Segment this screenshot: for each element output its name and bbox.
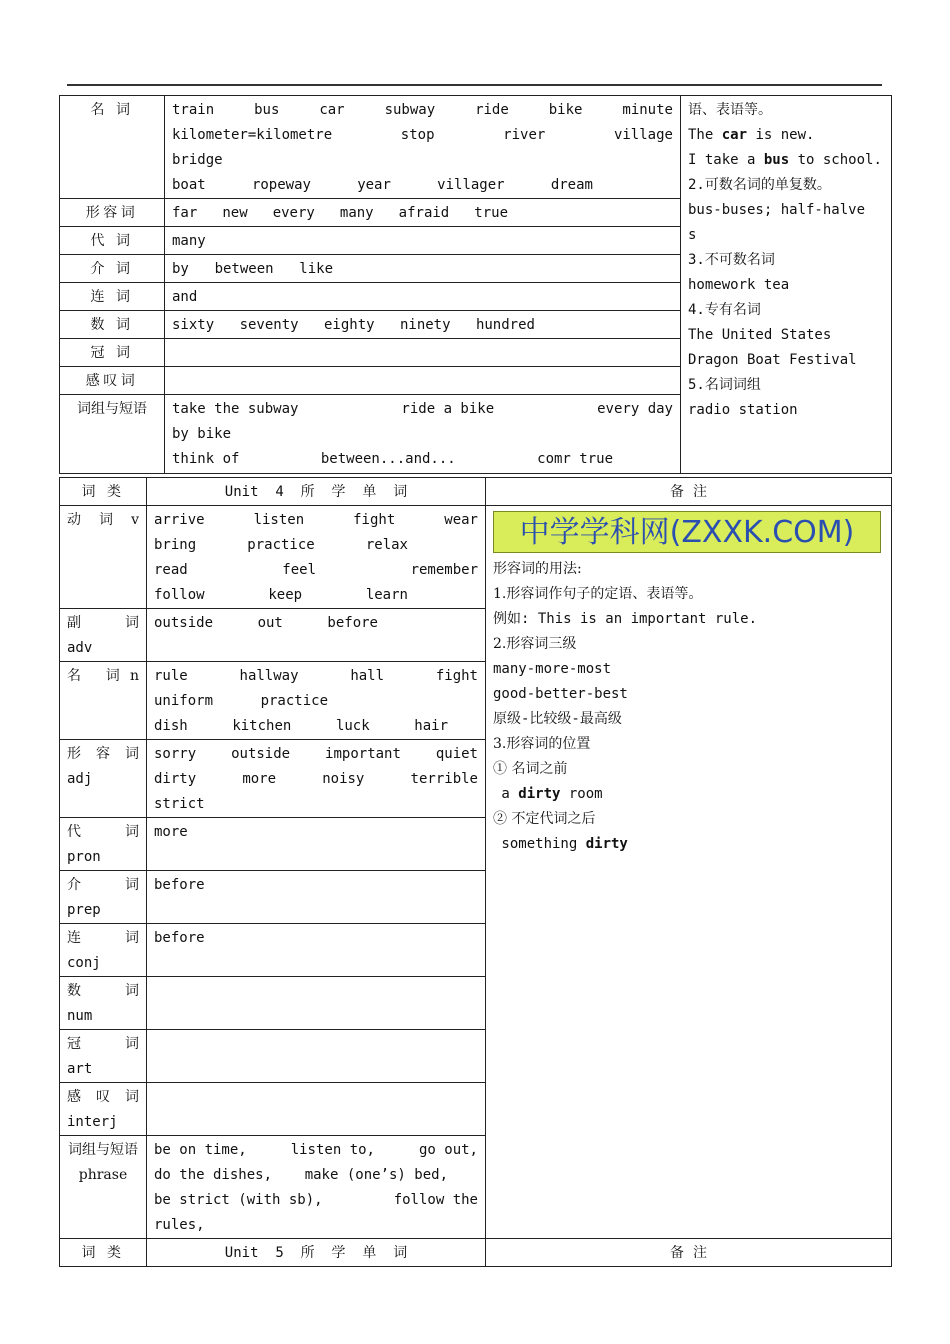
note-line: 3.不可数名词 (688, 252, 775, 268)
note-line: homework tea (688, 277, 790, 293)
word-cell (147, 662, 486, 740)
vocab-table-unit3 (59, 95, 892, 474)
word-cell: and (165, 283, 681, 311)
word-line: dish kitchen luck hair (154, 718, 448, 734)
word-cell: before (147, 871, 486, 924)
word-cell (147, 1083, 486, 1136)
zxxk-logo: 中学学科网(ZXXK.COM) (493, 511, 881, 553)
category-cell: 名 词 (60, 96, 165, 199)
word-line: by bike (172, 426, 232, 442)
word-line: kilometer=kilometre stop river village (172, 127, 673, 143)
note-line: something dirty (493, 836, 628, 852)
category-cell: 数 词 num (60, 977, 147, 1030)
category-cell: 冠 词 art (60, 1030, 147, 1083)
note-line: 1.形容词作句子的定语、表语等。 (493, 586, 703, 602)
word-line: rules, (154, 1217, 205, 1233)
word-cell (147, 609, 486, 662)
word-cell (165, 311, 681, 339)
note-line: Dragon Boat Festival (688, 352, 857, 368)
note-line: radio station (688, 402, 798, 418)
note-line: s (688, 227, 697, 243)
category-cell: 形容词 (60, 199, 165, 227)
note-line: I take a bus to school. (688, 152, 882, 168)
notes-cell (681, 96, 892, 474)
category-cell: 形容词 adj (60, 740, 147, 818)
header-notes: 备 注 (486, 478, 892, 506)
category-cell: 代 词 pron (60, 818, 147, 871)
word-cell (165, 395, 681, 474)
category-cell: 感叹词 interj (60, 1083, 147, 1136)
note-line: 2.形容词三级 (493, 636, 577, 652)
notes-cell (486, 506, 892, 1239)
word-line: be strict (with sb), follow the (154, 1192, 478, 1208)
header-words: Unit 4 所 学 单 词 (147, 478, 486, 506)
note-line: 语、表语等。 (688, 102, 772, 118)
note-line: a dirty room (493, 786, 603, 802)
word-cell (165, 255, 681, 283)
category-cell: 数 词 (60, 311, 165, 339)
category-cell: 副 词 adv (60, 609, 147, 662)
word-cell (147, 1136, 486, 1239)
word-cell (147, 1030, 486, 1083)
word-cell: more (147, 818, 486, 871)
category-cell: 连 词 (60, 283, 165, 311)
word-cell: before (147, 924, 486, 977)
word-cell: many (165, 227, 681, 255)
note-line: 原级-比较级-最高级 (493, 711, 622, 727)
note-line: 2.可数名词的单复数。 (688, 177, 831, 193)
category-cell: 介 词 (60, 255, 165, 283)
word-line: sorry outside important quiet (154, 746, 478, 762)
word-line: follow keep learn (154, 587, 408, 603)
category-cell: 感叹词 (60, 367, 165, 395)
note-line: The car is new. (688, 127, 815, 143)
category-cell: 词组与短语 phrase (60, 1136, 147, 1239)
header-category: 词 类 (60, 478, 147, 506)
word-line: read feel remember (154, 562, 478, 578)
word-line: bridge (172, 152, 223, 168)
word-line: rule hallway hall fight (154, 668, 478, 684)
note-line: The United States (688, 327, 832, 343)
word-line: train bus car subway ride bike minute (172, 102, 673, 118)
word-line: sixty seventy eighty ninety hundred (172, 317, 535, 333)
word-line: be on time, listen to, go out, (154, 1142, 478, 1158)
word-line: uniform practice (154, 693, 328, 709)
word-cell (165, 199, 681, 227)
note-line: 5.名词词组 (688, 377, 761, 393)
category-cell: 词组与短语 (60, 395, 165, 474)
word-line: arrive listen fight wear (154, 512, 478, 528)
word-cell (165, 339, 681, 367)
word-cell (165, 96, 681, 199)
category-cell: 代 词 (60, 227, 165, 255)
word-line: bring practice relax (154, 537, 408, 553)
note-line: 3.形容词的位置 (493, 736, 591, 752)
category-cell: 冠 词 (60, 339, 165, 367)
word-line: do the dishes, make (one’s) bed, (154, 1167, 448, 1183)
footer-notes: 备 注 (486, 1239, 892, 1267)
word-line: outside out before (154, 615, 378, 631)
word-cell (147, 740, 486, 818)
footer-words: Unit 5 所 学 单 词 (147, 1239, 486, 1267)
word-cell (147, 977, 486, 1030)
word-line: boat ropeway year villager dream (172, 177, 593, 193)
word-cell (165, 367, 681, 395)
word-line: think of between...and... comr true (172, 451, 613, 467)
note-line: bus-buses; half-halve (688, 202, 866, 218)
word-line: by between like (172, 261, 333, 277)
word-line: far new every many afraid true (172, 205, 508, 221)
note-line: 4.专有名词 (688, 302, 761, 318)
note-line: ① 名词之前 (493, 761, 568, 777)
category-cell: 名 词n (60, 662, 147, 740)
footer-category: 词 类 (60, 1239, 147, 1267)
word-line: take the subway ride a bike every day (172, 401, 673, 417)
word-line: strict (154, 796, 205, 812)
note-line: good-better-best (493, 686, 628, 702)
category-cell: 介 词 prep (60, 871, 147, 924)
note-line: 形容词的用法: (493, 561, 582, 577)
category-cell: 动 词 v (60, 506, 147, 609)
category-cell: 连 词 conj (60, 924, 147, 977)
note-line: 例如: This is an important rule. (493, 611, 758, 627)
page-top-rule (67, 84, 882, 86)
note-line: many-more-most (493, 661, 612, 677)
word-cell (147, 506, 486, 609)
vocab-table-unit4 (59, 477, 892, 1267)
note-line: ② 不定代词之后 (493, 811, 596, 827)
word-line: dirty more noisy terrible (154, 771, 478, 787)
